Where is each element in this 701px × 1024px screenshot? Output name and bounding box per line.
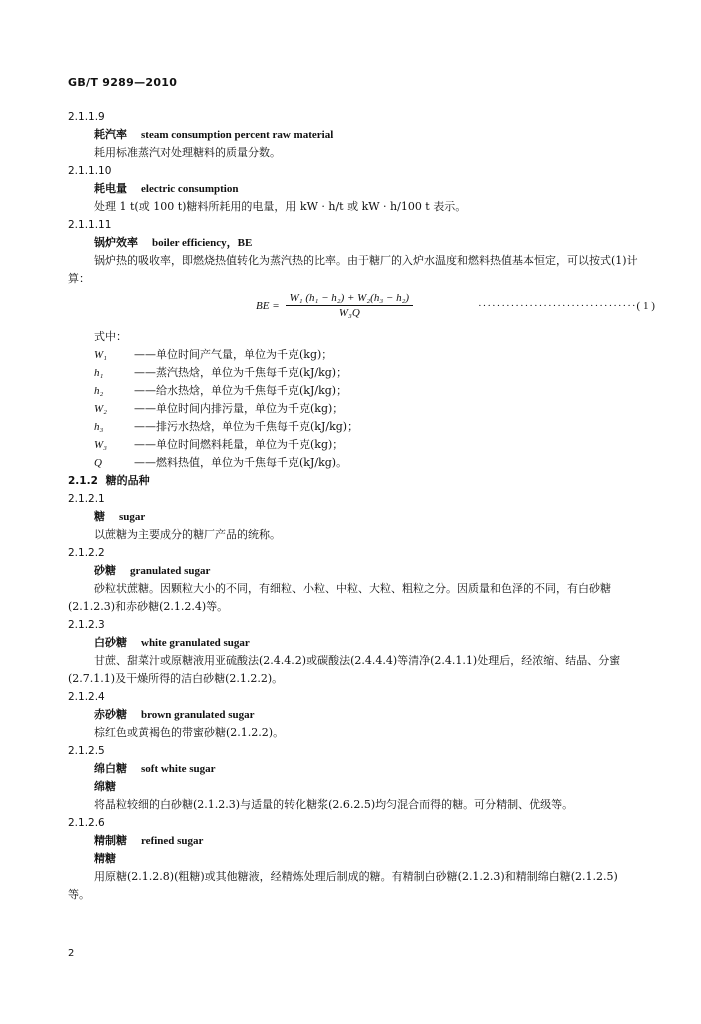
definition: 锅炉热的吸收率，即燃烧热值转化为蒸汽热的比率。由于糖厂的入炉水温度和燃料热值基本恒定，可以按式(1)计算： xyxy=(68,254,638,285)
clause-number: 2.1.2.3 xyxy=(68,619,105,631)
variable-desc: ——单位时间燃料耗量，单位为千克(kg)； xyxy=(134,438,344,451)
term-heading xyxy=(68,234,638,252)
term-alias: 绵糖 xyxy=(94,780,116,793)
standard-number: GB/T 9289—2010 xyxy=(68,76,178,89)
variable-symbol: W₃ xyxy=(94,439,107,451)
definition: 棕红色或黄褐色的带蜜砂糖(2.1.2.2)。 xyxy=(94,726,285,739)
variable-item xyxy=(68,418,638,436)
term-heading xyxy=(68,562,638,580)
term-en: soft white sugar xyxy=(141,763,216,775)
term-zh: 锅炉效率 xyxy=(94,236,138,249)
page-number: 2 xyxy=(68,948,75,959)
variable-desc: ——单位时间内排污量，单位为千克(kg)； xyxy=(134,402,344,415)
term-zh: 糖 xyxy=(94,510,105,523)
variable-symbol: Q xyxy=(94,457,102,469)
variable-symbol: W₁ xyxy=(94,349,107,361)
clause-number: 2.1.2.2 xyxy=(68,547,105,559)
formula-numerator: W₁ (h₁ − h₂) + W₂(h₃ − h₂) xyxy=(286,292,413,306)
clause-number: 2.1.1.10 xyxy=(68,165,112,177)
term-heading xyxy=(68,832,638,850)
variable-item xyxy=(68,364,638,382)
clause-number: 2.1.2.6 xyxy=(68,817,105,829)
variable-list xyxy=(68,346,638,472)
formula xyxy=(256,292,413,319)
term-en: boiler efficiency，BE xyxy=(152,237,253,249)
formula-lhs: BE = xyxy=(256,299,280,312)
variable-item xyxy=(68,400,638,418)
term-zh: 精制糖 xyxy=(94,834,127,847)
term-en: brown granulated sugar xyxy=(141,709,255,721)
definition: 耗用标准蒸汽对处理糖料的质量分数。 xyxy=(94,146,281,159)
variable-item xyxy=(68,454,638,472)
section-title: 糖的品种 xyxy=(105,474,150,487)
term-zh: 砂糖 xyxy=(94,564,116,577)
term-zh: 耗汽率 xyxy=(94,128,127,141)
term-heading xyxy=(68,634,638,652)
formula-denominator: W₃Q xyxy=(338,307,360,319)
term-en: steam consumption percent raw material xyxy=(141,129,334,141)
variable-desc: ——单位时间产气量，单位为千克(kg)； xyxy=(134,348,333,361)
term-alias: 精糖 xyxy=(94,852,116,865)
definition: 砂粒状蔗糖。因颗粒大小的不同，有细粒、小粒、中粒、大粒、粗粒之分。因质量和色泽的不同，有白砂糖(2.1.2.3)和赤砂糖(2.1.2.4)等。 xyxy=(68,582,611,613)
document-body xyxy=(68,108,655,904)
definition: 处理 1 t(或 100 t)糖料所耗用的电量，用 kW · h/t 或 kW · h/100 t 表示。 xyxy=(94,200,467,213)
section-number: 2.1.2 xyxy=(68,475,98,487)
formula-block xyxy=(68,290,655,326)
term-zh: 耗电量 xyxy=(94,182,127,195)
term-heading xyxy=(68,180,638,198)
term-zh: 白砂糖 xyxy=(94,636,127,649)
formula-fraction xyxy=(286,292,413,319)
definition: 用原糖(2.1.2.8)(粗糖)或其他糖液，经精炼处理后制成的糖。有精制白砂糖(2.1.2.3)和精制绵白糖(2.1.2.5)等。 xyxy=(68,870,618,901)
variable-item xyxy=(68,346,638,364)
variable-symbol: h₃ xyxy=(94,421,104,433)
definition: 将晶粒较细的白砂糖(2.1.2.3)与适量的转化糖浆(2.6.2.5)均匀混合而得的糖。可分精制、优级等。 xyxy=(94,798,574,811)
equation-tag: ( 1 ) xyxy=(636,300,655,312)
equation-number xyxy=(478,300,655,312)
term-heading xyxy=(68,760,638,778)
term-en: electric consumption xyxy=(141,183,239,195)
term-heading xyxy=(68,706,638,724)
variable-desc: ——蒸汽热焓，单位为千焦每千克(kJ/kg)； xyxy=(134,366,348,379)
clause-number: 2.1.1.11 xyxy=(68,219,112,231)
clause-number: 2.1.2.1 xyxy=(68,493,105,505)
variable-item xyxy=(68,382,638,400)
leader-dots: ·································· xyxy=(478,300,637,312)
term-zh: 赤砂糖 xyxy=(94,708,127,721)
term-heading xyxy=(68,126,638,144)
term-en: refined sugar xyxy=(141,835,204,847)
term-zh: 绵白糖 xyxy=(94,762,127,775)
variable-item xyxy=(68,436,638,454)
variable-desc: ——给水热焓，单位为千焦每千克(kJ/kg)； xyxy=(134,384,348,397)
clause-number: 2.1.1.9 xyxy=(68,111,105,123)
term-en: white granulated sugar xyxy=(141,637,250,649)
section-heading xyxy=(68,472,638,490)
clause-number: 2.1.2.5 xyxy=(68,745,105,757)
definition: 以蔗糖为主要成分的糖厂产品的统称。 xyxy=(94,528,281,541)
variable-symbol: W₂ xyxy=(94,403,107,415)
where-label: 式中： xyxy=(94,330,127,343)
term-en: sugar xyxy=(119,511,146,523)
variable-symbol: h₁ xyxy=(94,367,104,379)
variable-symbol: h₂ xyxy=(94,385,104,397)
term-en: granulated sugar xyxy=(130,565,211,577)
term-heading xyxy=(68,508,638,526)
variable-desc: ——燃料热值，单位为千焦每千克(kJ/kg)。 xyxy=(134,456,348,469)
definition: 甘蔗、甜菜汁或原糖液用亚硫酸法(2.4.4.2)或碳酸法(2.4.4.4)等清净(2.4.1.1)处理后，经浓缩、结晶、分蜜(2.7.1.1)及干燥所得的洁白砂糖(2.1.2.2)。 xyxy=(68,654,621,685)
clause-number: 2.1.2.4 xyxy=(68,691,105,703)
variable-desc: ——排污水热焓，单位为千焦每千克(kJ/kg)； xyxy=(134,420,359,433)
